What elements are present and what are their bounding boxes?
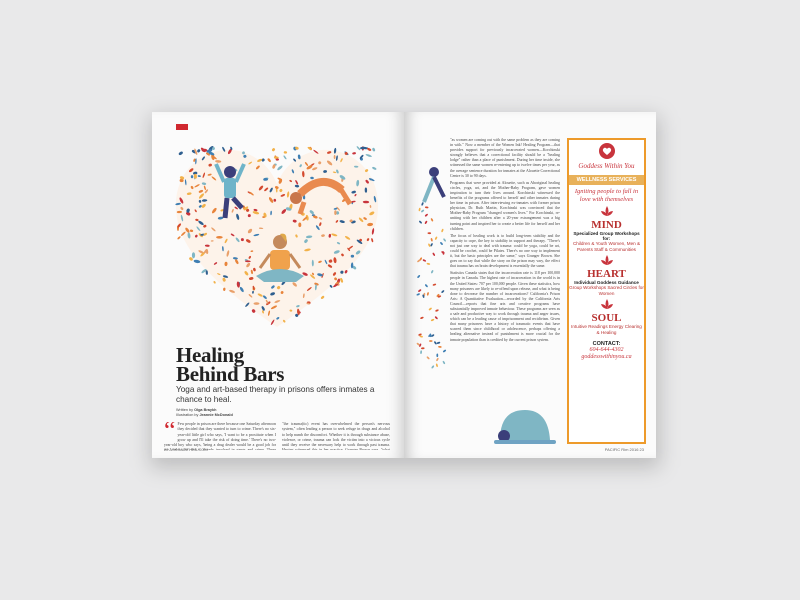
section-tab-mark xyxy=(176,124,188,130)
leaf-decoration xyxy=(277,165,284,171)
left-folio-site: ASKGAIATHEA.COM xyxy=(169,447,208,452)
illustrator-name: Jeannie McDonald xyxy=(199,413,233,417)
wellness-advertisement xyxy=(567,138,646,444)
leaf-decoration xyxy=(426,263,430,266)
leaf-decoration xyxy=(427,232,431,234)
leaf-decoration xyxy=(284,151,288,154)
article-credits xyxy=(176,408,233,418)
leaf-decoration xyxy=(435,309,439,312)
leaf-decoration xyxy=(223,287,226,291)
leaf-decoration xyxy=(192,252,195,258)
leaf-decoration xyxy=(440,242,444,246)
ad-contact-label: CONTACT: xyxy=(592,341,621,348)
ad-services-band: WELLNESS SERVICES xyxy=(569,175,644,185)
leaf-decoration xyxy=(352,152,356,155)
title-line-2: Behind Bars xyxy=(176,362,285,386)
writer-name: Olga Braykh xyxy=(194,408,217,412)
yoga-figure-child-pose xyxy=(490,400,560,446)
leaf-decoration xyxy=(420,316,424,319)
leaf-decoration xyxy=(430,243,433,247)
ad-website: goddesswithinyou.ca xyxy=(581,354,632,361)
leaf-decoration xyxy=(436,357,439,361)
column-1 xyxy=(164,422,276,450)
leaf-decoration xyxy=(254,302,260,305)
leaf-decoration xyxy=(267,158,272,163)
leaf-trail-illustration xyxy=(410,152,450,372)
leaf-decoration xyxy=(424,213,428,217)
leaf-decoration xyxy=(428,243,431,247)
heart-logo-icon xyxy=(598,142,616,160)
leaf-decoration xyxy=(441,229,444,233)
leaf-decoration xyxy=(443,238,447,242)
leaf-decoration xyxy=(443,349,447,353)
left-page-number: 22 xyxy=(164,447,169,452)
leaf-decoration xyxy=(430,218,433,222)
right-folio xyxy=(605,447,644,452)
leaf-decoration xyxy=(372,166,377,170)
ad-soul-heading: SOUL xyxy=(591,312,622,325)
lotus-icon-soul xyxy=(600,298,614,310)
leaf-decoration xyxy=(438,346,442,348)
leaf-decoration xyxy=(437,341,441,344)
heart-illustration xyxy=(172,142,382,332)
leaf-decoration xyxy=(428,307,432,311)
left-folio xyxy=(164,447,208,452)
leaf-decoration xyxy=(426,356,430,360)
leaf-decoration xyxy=(365,153,372,157)
leaf-decoration xyxy=(271,147,275,151)
leaf-decoration xyxy=(425,284,429,288)
leaf-decoration xyxy=(372,147,376,151)
ad-brand: Goddess Within You xyxy=(578,162,635,170)
right-page-number: 23 xyxy=(639,447,644,452)
ad-heart-heading: HEART xyxy=(587,268,626,281)
leaf-decoration xyxy=(418,208,420,212)
leaf-decoration xyxy=(425,206,429,208)
leaf-decoration xyxy=(177,236,181,240)
leaf-decoration xyxy=(320,295,324,299)
article-subtitle: Yoga and art-based therapy in prisons offers inmates a chance to heal. xyxy=(176,385,375,404)
leaf-decoration xyxy=(417,275,421,279)
right-paragraph-1: "as women are coming out with the same problem as they are coming in with." Now a member of the Women Ink! Healing Program—that provides support for previously incarcerated women—Korchinski strongly believes that a correctional facility should be a "healing lodge" rather than a place of punishment. During her time inside, she witnessed the same women re-entering up to twelve times per year, as the average sentence duration for inmates at the Alouette Correctional Centre is 30 to 90 days. xyxy=(450,138,560,178)
ad-soul-items: Intuitive Readings Energy Clearing & Healing xyxy=(571,324,642,335)
leaf-decoration xyxy=(213,281,216,284)
lotus-icon xyxy=(600,205,614,217)
right-page xyxy=(404,112,656,458)
leaf-decoration xyxy=(431,270,434,274)
article-title xyxy=(176,343,285,386)
right-article-text xyxy=(450,138,560,408)
leaf-decoration xyxy=(430,238,433,242)
leaf-decoration xyxy=(416,293,420,296)
leaf-decoration xyxy=(436,353,438,357)
ad-mind-items: Children & Youth Women, Men & Parents Staff & Communities xyxy=(572,241,641,252)
leaf-decoration xyxy=(429,340,433,342)
leaf-decoration xyxy=(421,209,425,213)
ad-heart-sub: Individual Goddess Guidance xyxy=(574,280,639,286)
left-page xyxy=(152,112,404,458)
leaf-decoration xyxy=(434,316,438,320)
leaf-decoration xyxy=(424,220,427,224)
leaf-decoration xyxy=(441,290,445,294)
writer-label: Written by xyxy=(176,408,194,412)
leaf-decoration xyxy=(340,278,344,284)
ad-tagline: Igniting people to fall in love with themselves xyxy=(574,188,639,203)
leaf-decoration xyxy=(371,238,374,243)
leaf-decoration xyxy=(431,318,435,321)
leaf-decoration xyxy=(216,236,223,239)
leaf-decoration xyxy=(421,202,424,206)
ad-mind-heading: MIND xyxy=(591,219,622,231)
right-paragraph-4: Statistics Canada states that the incarceration rate is 118 per 100,000 people in Canada. The highest rate of incarceration in the world is in the United States: 707 per 100,000 people. Given these statistics, how many prisoners are likely to re-offend upon release, and what is being done to decrease the number of incarcerations? California's Prison Arts: A Quantitative Evaluation—recorded by the California Arts Council—reports that fine arts and creative programs have substantially improved inmate behaviour. These programs are seen as a safe and productive way to work through trauma and anger issues, which can be a leading cause of imprisonment and recidivism. Given that many prisoners have a history of traumatic events that have scarred them since childhood or adolescence, perhaps offering a healing alternative instead of punishment is more crucial for the inmate population than is credited by the current prison system. xyxy=(450,271,560,342)
leaf-decoration xyxy=(432,283,436,286)
ad-phone: 604-644-4302 xyxy=(589,347,624,354)
leaf-decoration xyxy=(442,360,445,364)
ad-mind-sub: Specialized Group Workshops for: xyxy=(573,231,640,242)
column-2 xyxy=(282,422,390,450)
column-2-paragraph-1: "the trauma(tic) event has overwhelmed the person's nervous system," often leading a person to seek refuge in drugs and alcohol to help numb the discomfort. Whether it is through substance abuse, violence, or crime, trauma can lock the victim into a vicious cycle until they receive the necessary help to work through past trauma. xyxy=(282,422,390,448)
ad-heart-items: Group Workshops Sacred Circles for Women xyxy=(569,285,644,296)
leaf-decoration xyxy=(419,220,423,224)
leaf-decoration xyxy=(431,365,435,369)
right-folio-site: PACIFIC Rim 2016 xyxy=(604,447,639,452)
leaf-decoration xyxy=(283,155,287,160)
leaf-decoration xyxy=(421,347,425,349)
title-line-1: Healing xyxy=(176,343,244,367)
leaf-decoration xyxy=(178,151,183,156)
right-paragraph-2: Programs that were provided at Alouette, such as Aboriginal healing circles, yoga, art, and the Mother-Baby Program, gave women inspiration to turn their lives around. Korchinski witnessed the benefits of the programs offered to herself and other inmates during her time in prison. After interviewing ex-inmates with former prison physician, Dr. Ruth Martin, Korchinski was convinced that the Mother-Baby Program "changed women's lives." For Korchinski, re-uniting with her children after a 20-year estrangement was a big turning point and inspired her to create a better life for herself and her children. xyxy=(450,180,560,231)
drop-quote-mark: “ xyxy=(164,422,176,445)
leaf-decoration xyxy=(434,236,437,240)
leaf-decoration xyxy=(436,363,439,367)
lotus-icon-heart xyxy=(600,254,614,266)
leaf-decoration xyxy=(422,259,426,262)
illustrator-label: Illustration by xyxy=(176,413,199,417)
leaf-decoration xyxy=(427,292,430,296)
column-1-paragraph-1: Few people in prison are there because one Saturday afternoon they decided that they wanted to turn to crime. There's no six-year-old little girl who says, 'I want to be a prostitute when I grow up and I'll take the risk of doing time.' There's no two-year-old boy who says, 'being a drug dealer would be a good job for xyxy=(164,422,276,448)
leaf-decoration xyxy=(197,149,201,153)
right-paragraph-3: The focus of healing work is to build long-term stability and the capacity to cope, the key to stability in support and therapy. "There's not just one way to deal with trauma: could be yoga, could be art, could be crochet, could be Pilates. There's no one way to implement it, but the basic principles are the same," says Granger Brown. She goes on to say that while the story on the prison may vary, the effect that trauma has on brain development is essentially the same. xyxy=(450,233,560,269)
leaf-decoration xyxy=(434,341,438,345)
leaf-decoration xyxy=(432,252,435,256)
leaf-decoration xyxy=(418,289,422,293)
leaf-decoration xyxy=(420,350,422,354)
